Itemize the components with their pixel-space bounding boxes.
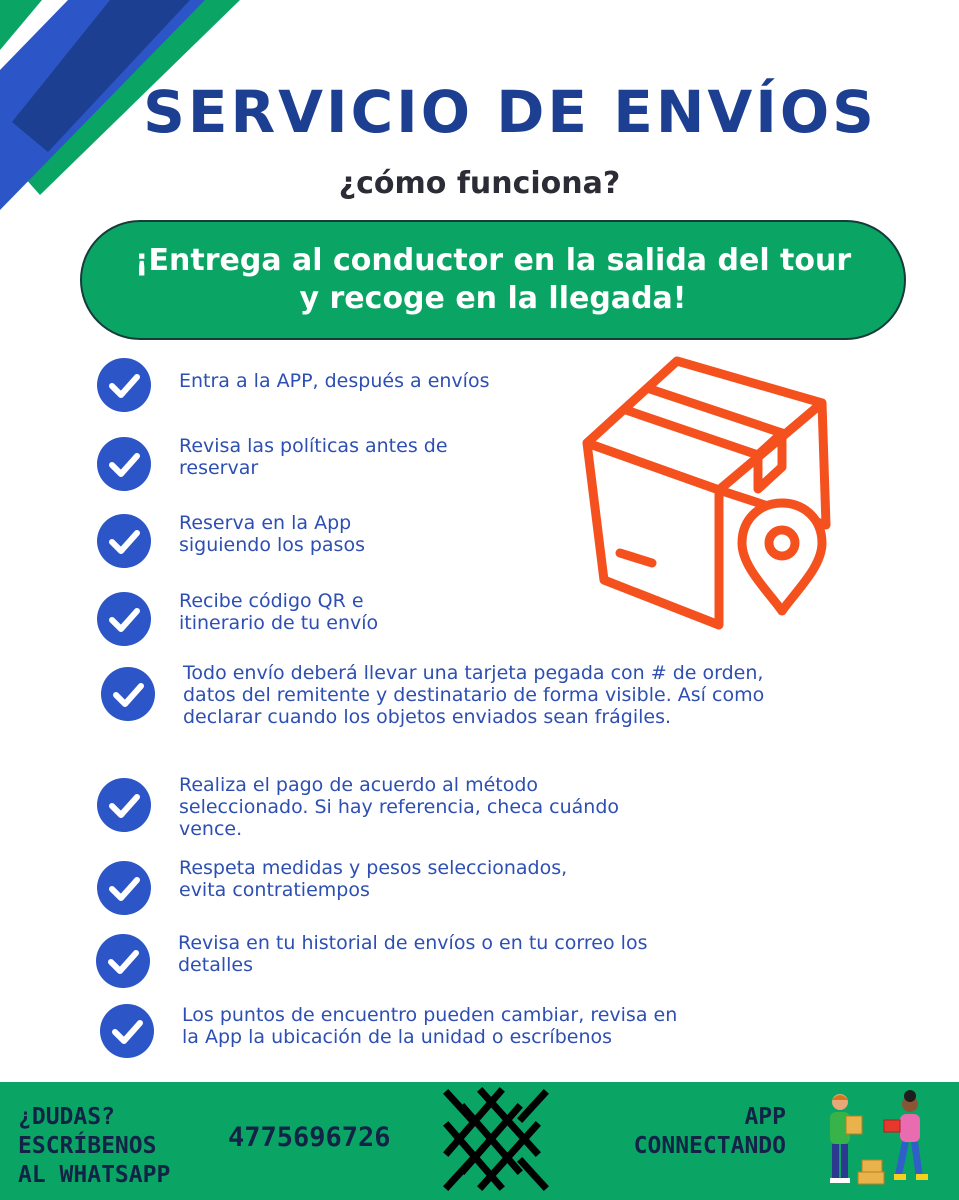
page-title: SERVICIO DE ENVÍOS	[143, 78, 877, 146]
check-circle-icon	[97, 778, 151, 832]
app-name-label: APP CONNECTANDO	[633, 1104, 786, 1159]
check-circle-icon	[97, 861, 151, 915]
step-text: Reserva en la App siguiendo los pasos	[179, 512, 365, 556]
check-circle-icon	[101, 667, 155, 721]
whatsapp-phone-number[interactable]: 4775696726	[228, 1122, 391, 1153]
package-location-icon	[582, 355, 852, 630]
banner-line-2: y recoge en la llegada!	[299, 281, 687, 316]
step-text: Respeta medidas y pesos seleccionados, evita contratiempos	[179, 857, 568, 901]
couriers-with-boxes-illustration	[818, 1090, 938, 1190]
check-circle-icon	[97, 358, 151, 412]
check-circle-icon	[97, 592, 151, 646]
delivery-banner	[80, 220, 906, 340]
check-circle-icon	[100, 1004, 154, 1058]
step-text: Revisa las políticas antes de reservar	[179, 435, 448, 479]
step-text: Revisa en tu historial de envíos o en tu correo los detalles	[178, 932, 648, 976]
check-circle-icon	[97, 514, 151, 568]
woven-lattice-logo	[440, 1086, 552, 1194]
footer-whatsapp-label: ¿DUDAS? ESCRÍBENOS AL WHATSAPP	[18, 1104, 171, 1188]
step-text: Realiza el pago de acuerdo al método seleccionado. Si hay referencia, checa cuándo vence.	[179, 774, 620, 840]
step-text: Recibe código QR e itinerario de tu envío	[179, 590, 379, 634]
step-text: Entra a la APP, después a envíos	[179, 370, 490, 392]
page-subtitle: ¿cómo funciona?	[338, 166, 621, 201]
check-circle-icon	[96, 934, 150, 988]
check-circle-icon	[97, 437, 151, 491]
banner-line-1: ¡Entrega al conductor en la salida del tour	[134, 243, 852, 278]
step-text: Los puntos de encuentro pueden cambiar, revisa en la App la ubicación de la unidad o escríbenos	[182, 1004, 678, 1048]
step-text: Todo envío deberá llevar una tarjeta pegada con # de orden, datos del remitente y destinatario de forma visible. Así como declarar cuando los objetos enviados sean frágiles.	[183, 662, 765, 728]
